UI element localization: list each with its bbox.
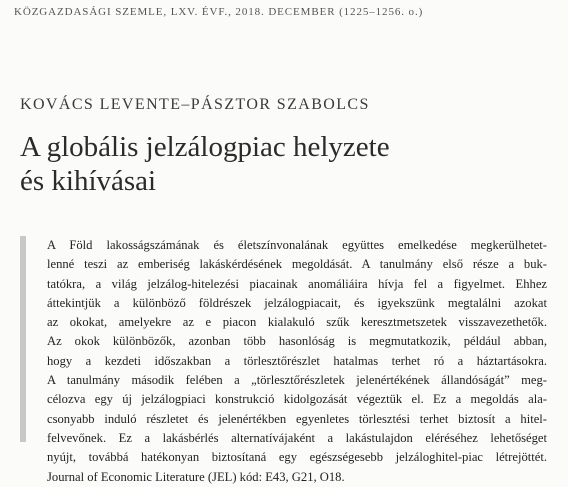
abstract-line: célozva egy új jelzálogpiaci konstrukció kidolgozását végeztük el. Ez a megoldás ala- [47,392,547,407]
abstract-line: nyújt, továbbá hatékonyan biztosítaná egy egészségesebb jelzáloghitel-piac létrejöttét. [47,450,547,465]
abstract [47,236,547,487]
jel-codes: Journal of Economic Literature (JEL) kód: E43, G21, O18. [47,469,345,484]
title-line-2: és kihívásai [20,165,157,197]
journal-header: KÖZGAZDASÁGI SZEMLE, LXV. ÉVF., 2018. DECEMBER (1225–1256. o.) [14,6,424,18]
abstract-line: áttekintjük a különböző földrészek jelzálogpiacait, és igyekszünk megtalálni azokat [47,295,547,310]
abstract-line: A Föld lakosságszámának és életszínvonalának együttes emelkedése megkerülhetet- [47,238,547,252]
abstract-line: hogy a kezdeti időszakban a törlesztőrészlet hatalmas terhet ró a háztartásokra. [47,353,547,368]
abstract-line: csonyabb induló részletet és jelenértékben egyenletes törlesztési terhet biztosít a hitel- [47,411,547,426]
abstract-line: lenné teszi az emberiség lakáskérdésének megoldását. A tanulmány első része a buk- [47,257,547,272]
article-title [20,130,540,198]
title-line-1: A globális jelzálogpiac helyzete [20,131,390,163]
abstract-margin-bar [20,236,26,442]
abstract-line: A tanulmány második felében a „törlesztőrészletek jelenértékének állandóságát” meg- [47,373,547,388]
abstract-line: felvevőnek. Ez a lakásbérlés alternatívájaként a lakástulajdon eléréséhez lehetőséget [47,430,547,445]
abstract-line: tatókra, a világ jelzálog-hitelezési piacainak anomáliáira hívja fel a figyelmet. Ehhez [47,276,547,291]
abstract-line: Az okok különbözők, azonban több hasonlóság is megmutatkozik, például abban, [47,334,547,349]
authors: KOVÁCS LEVENTE–PÁSZTOR SZABOLCS [20,96,370,113]
abstract-line: az okokat, amelyekre az e piacon kialakuló szűk keresztmetszetek visszavezethetők. [47,315,547,330]
